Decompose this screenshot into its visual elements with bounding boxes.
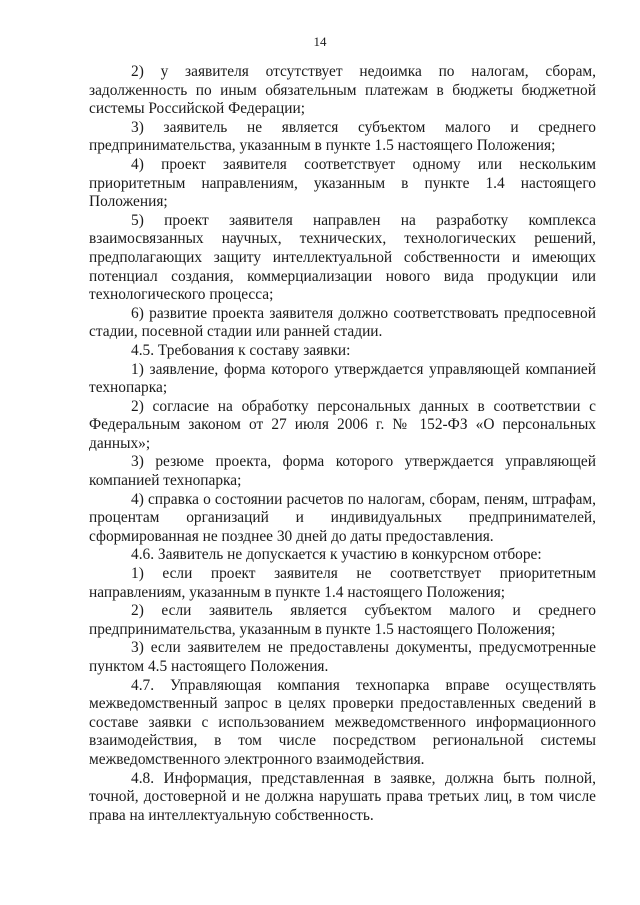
paragraph-4-6-item-2: 2) если заявитель является субъектом малого и среднего предпринимательства, указанным в пункте 1.5 настоящего Положения; — [89, 602, 596, 638]
paragraph-4-4-item-4: 4) проект заявителя соответствует одному или нескольким приоритетным направлениям, указанным в пункте 1.4 настоящего Положения; — [89, 155, 596, 211]
section-4-5-heading: 4.5. Требования к составу заявки: — [131, 341, 351, 359]
paragraph-4-6-item-3: 3) если заявителем не предоставлены документы, предусмотренные пунктом 4.5 настоящего Положения. — [89, 639, 596, 675]
paragraph-4-5-item-1: 1) заявление, форма которого утверждается управляющей компанией технопарка; — [89, 360, 596, 397]
paragraph-4-4-item-6: 6) развитие проекта заявителя должно соответствовать предпосевной стадии, посевной стадии или ранней стадии. — [89, 304, 596, 341]
paragraph-4-5-item-4: 4) справка о состоянии расчетов по налогам, сборам, пеням, штрафам, процентам организаций и индивидуальных предпринимателей, сформированная не позднее 30 дней до даты предоставления. — [89, 490, 596, 545]
section-4-8: 4.8. Информация, представленная в заявке, должна быть полной, точной, достоверной и не должна нарушать права третьих лиц, в том числе права на интеллектуальную собственность. — [89, 769, 596, 824]
paragraph-4-4-item-5: 5) проект заявителя направлен на разработку комплекса взаимосвязанных научных, технических, технологических решений, предполагающих защиту интеллектуальной собственности и имеющих потенциал создания, коммерциализации нового вида продукции или технологического процесса; — [89, 211, 596, 304]
paragraph-4-6-item-1: 1) если проект заявителя не соответствует приоритетным направлениям, указанным в пункте 1.4 настоящего Положения; — [89, 565, 596, 601]
paragraph-4-4-item-2: 2) у заявителя отсутствует недоимка по налогам, сборам, задолженность по иным обязательным платежам в бюджеты бюджетной системы Российской Федерации; — [89, 63, 596, 118]
document-body — [89, 63, 596, 825]
section-4-6-heading: 4.6. Заявитель не допускается к участию в конкурсном отборе: — [131, 546, 542, 564]
section-4-7: 4.7. Управляющая компания технопарка вправе осуществлять межведомственный запрос в целях проверки предоставленных сведений в составе заявки с использованием межведомственного информационного взаимодействия, в том числе посредством региональной системы межведомственного электронного взаимодействия. — [89, 676, 596, 768]
paragraph-4-5-item-3: 3) резюме проекта, форма которого утверждается управляющей компанией технопарка; — [89, 453, 596, 490]
page-number: 14 — [313, 34, 327, 49]
paragraph-4-5-item-2: 2) согласие на обработку персональных данных в соответствии с Федеральным законом от 27 июля 2006 г. № 152-ФЗ «О персональных данных»; — [89, 397, 596, 452]
paragraph-4-4-item-3: 3) заявитель не является субъектом малого и среднего предпринимательства, указанным в пункте 1.5 настоящего Положения; — [89, 118, 596, 155]
